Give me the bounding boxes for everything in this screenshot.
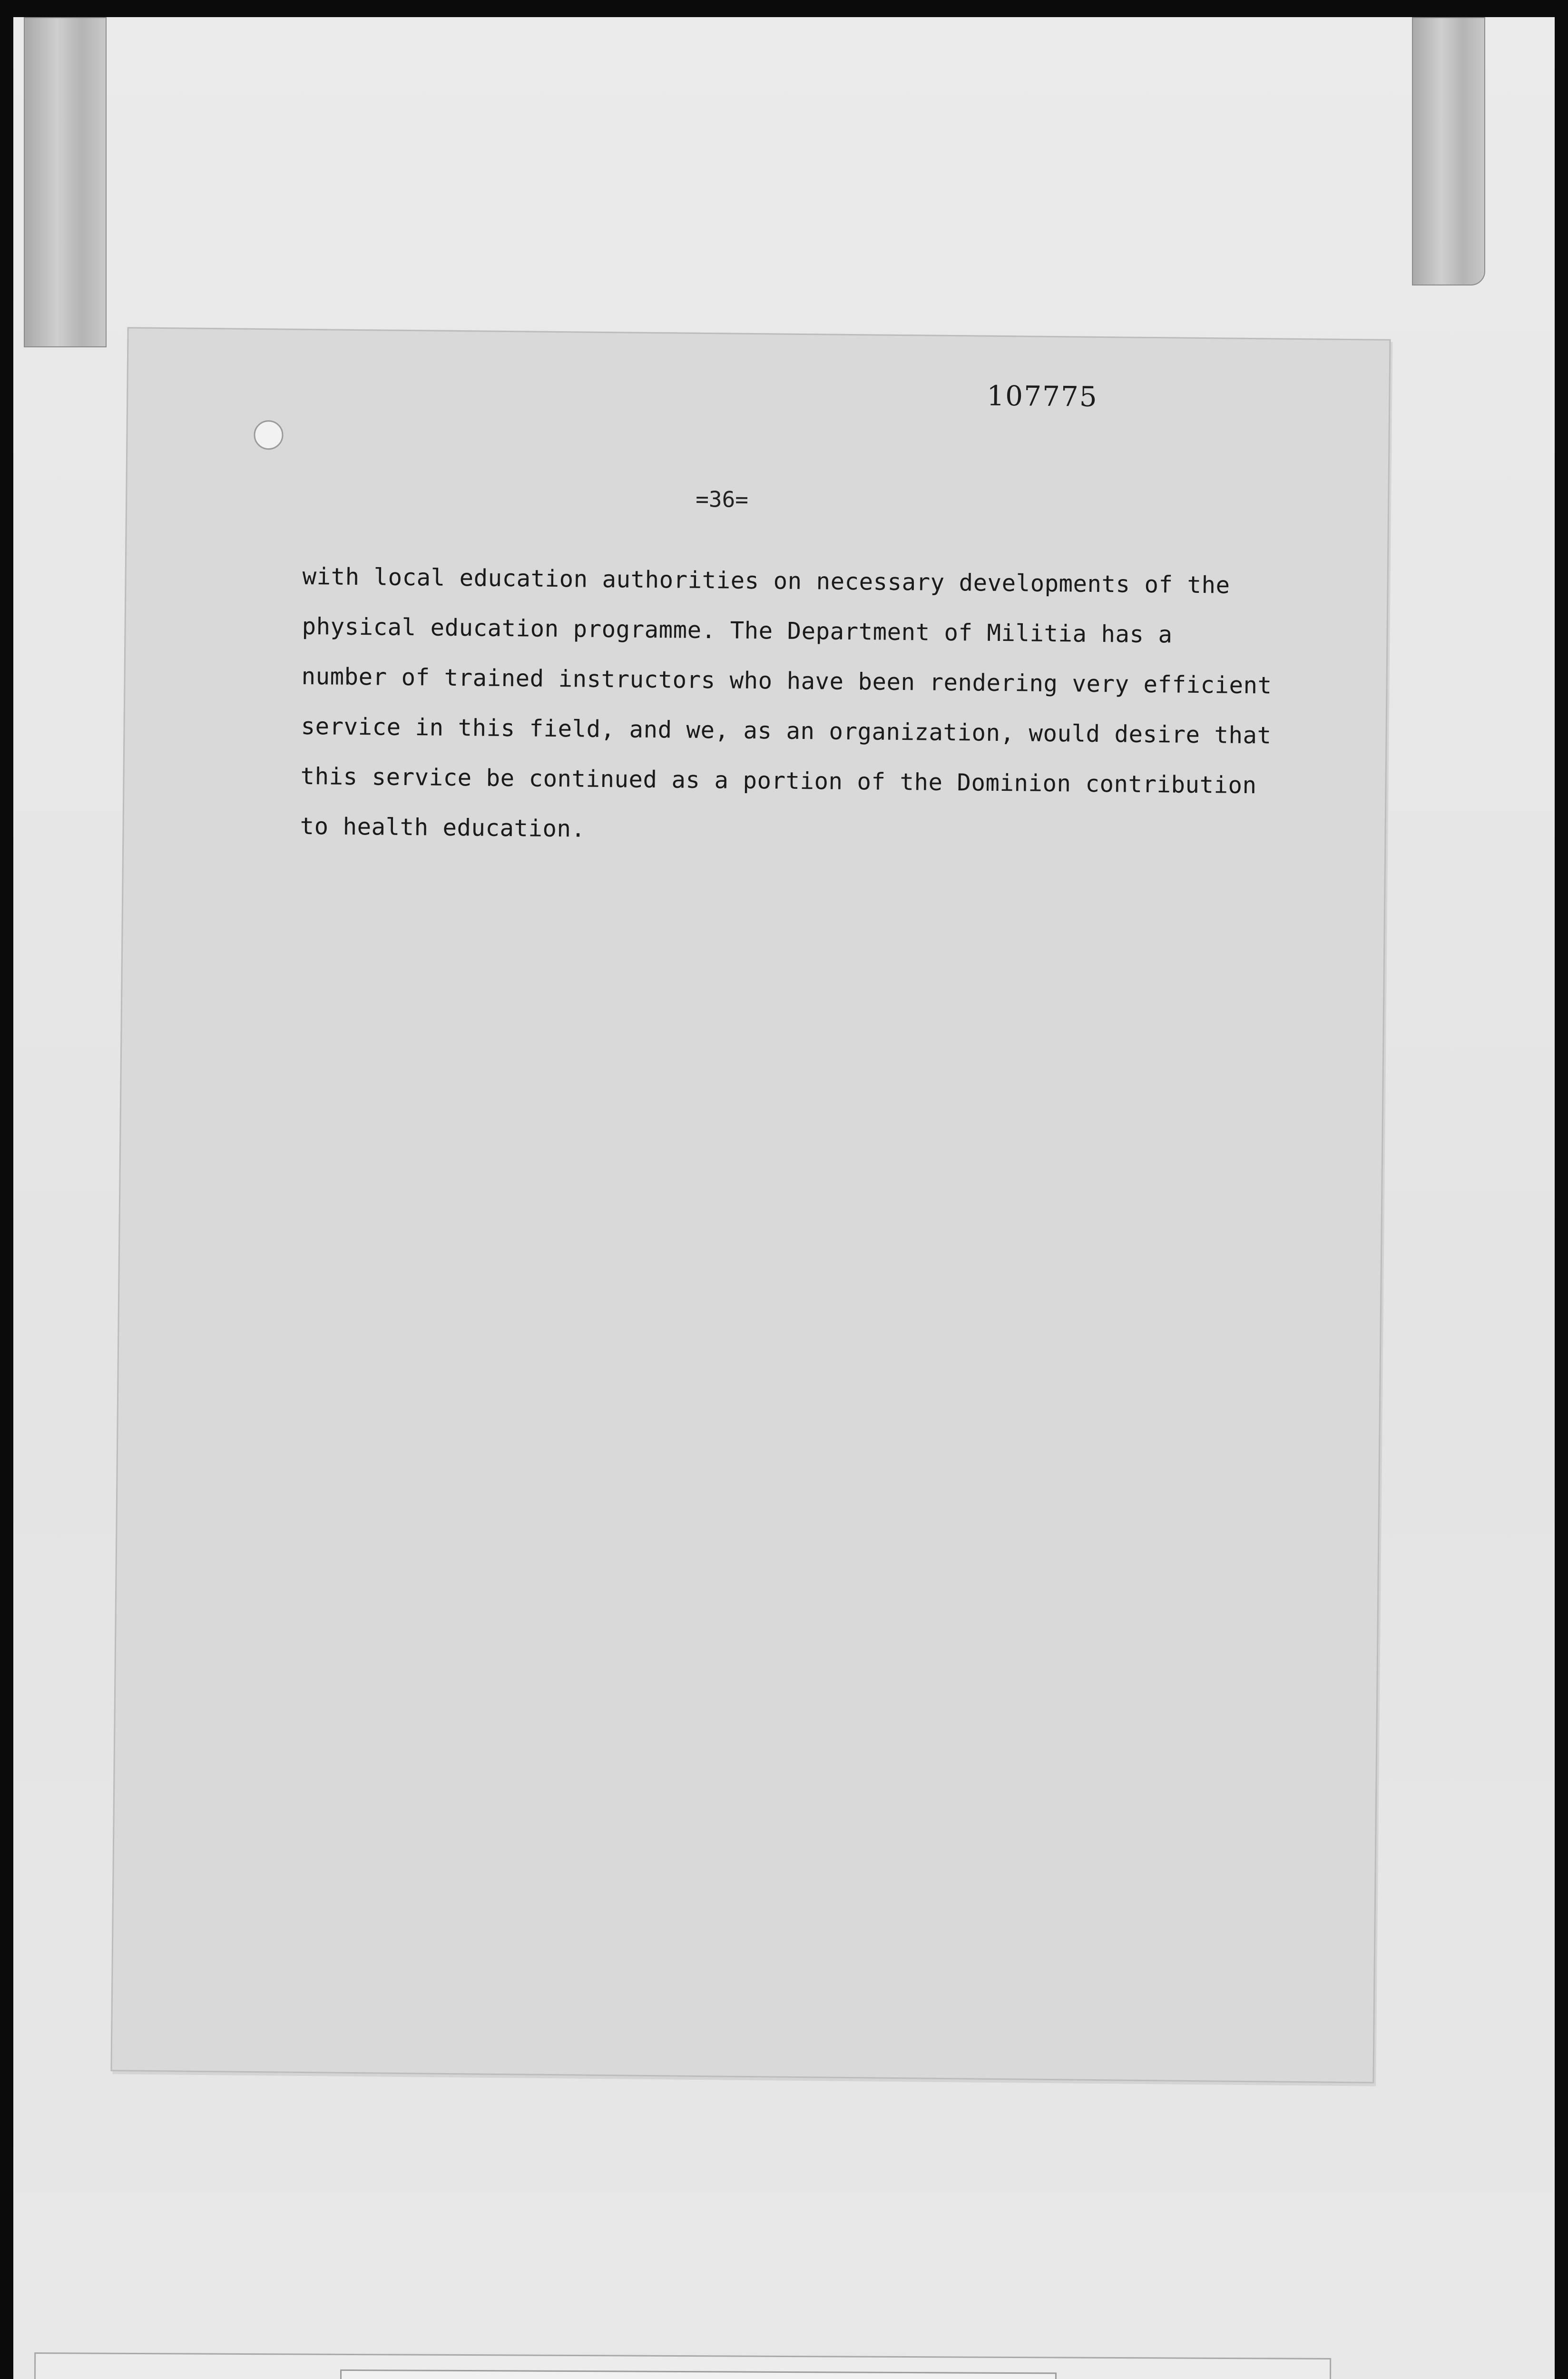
document-number: 107775 — [987, 379, 1098, 413]
tape-strip-top-left — [24, 17, 107, 347]
body-line: with local education authorities on necessary developments of the — [302, 562, 1230, 599]
body-line: service in this field, and we, as an organization, would desire that — [301, 712, 1272, 749]
body-line: number of trained instructors who have been rendering very efficient — [301, 662, 1272, 699]
body-line: physical education programme. The Department of Militia has a — [302, 612, 1173, 649]
page-number: =36= — [695, 486, 749, 512]
body-text — [300, 551, 1378, 862]
body-line: to health education. — [300, 812, 586, 843]
document-page — [110, 327, 1391, 2083]
collection-label-strip — [340, 2369, 1057, 2379]
body-line: this service be continued as a portion of the Dominion contribution — [300, 762, 1257, 799]
punch-hole — [254, 420, 284, 450]
tape-strip-top-right — [1412, 17, 1485, 285]
